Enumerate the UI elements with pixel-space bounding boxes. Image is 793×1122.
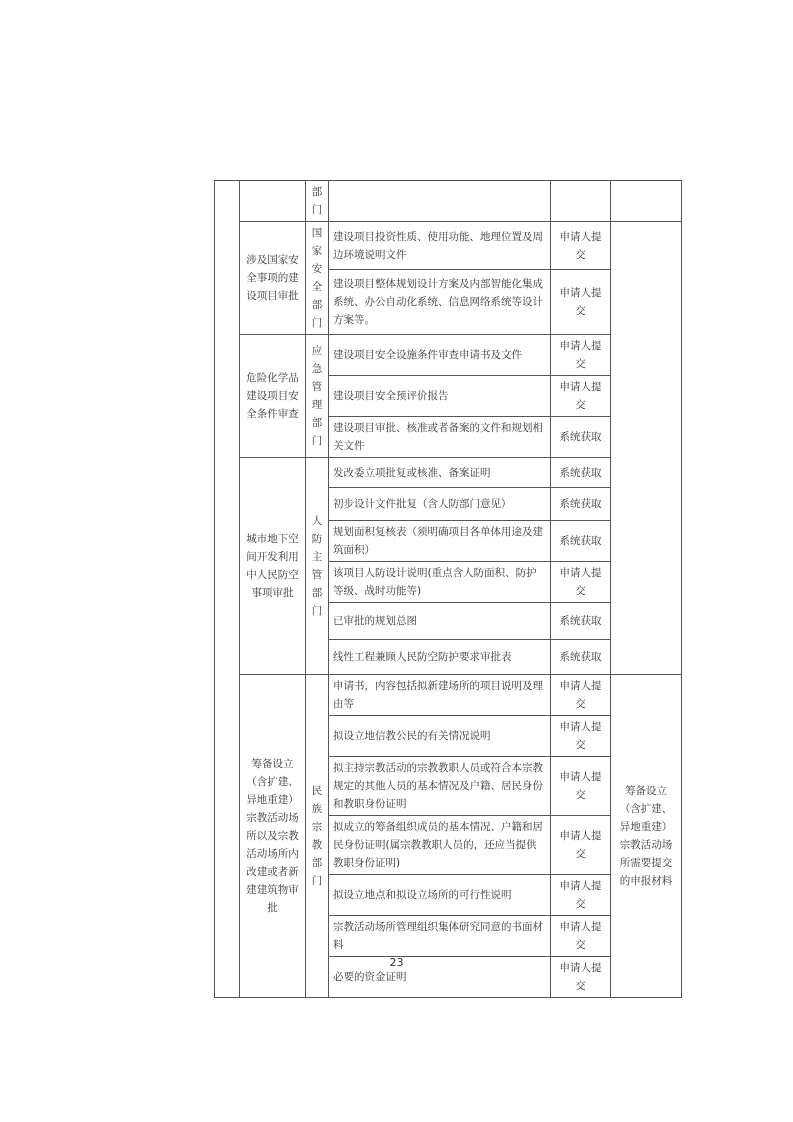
material-cell: 建设项目安全预评价报告 xyxy=(329,376,551,417)
page-number: 23 xyxy=(389,956,404,969)
dept-civil-defense: 人防主管部门 xyxy=(306,458,329,675)
material-cell: 拟成立的筹备组织成员的基本情况、户籍和居民身份证明(属宗教教职人员的，还应当提供教职身份证明) xyxy=(329,816,551,875)
material-cell: 拟设立地点和拟设立场所的可行性说明 xyxy=(329,875,551,916)
item-religious-venue: 筹备设立（含扩建、异地重建）宗教活动场所以及宗教活动场所内改建或者新建建筑物审批 xyxy=(240,675,306,998)
source-cell: 系统获取 xyxy=(551,521,611,562)
outer-category-cell xyxy=(215,181,240,998)
source-cell: 申请人提交 xyxy=(551,916,611,957)
material-cell: 该项目人防设计说明(重点含人防面积、防护等级、战时功能等) xyxy=(329,562,551,603)
source-cell: 系统获取 xyxy=(551,640,611,675)
source-cell: 申请人提交 xyxy=(551,757,611,816)
material-cell: 建设项目安全设施条件审查申请书及文件 xyxy=(329,335,551,376)
source-cell: 系统获取 xyxy=(551,417,611,458)
source-cell: 系统获取 xyxy=(551,488,611,521)
dept-national-security: 国家安全部门 xyxy=(306,222,329,335)
material-cell: 发改委立项批复或核准、备案证明 xyxy=(329,458,551,488)
material-cell: 已审批的规划总图 xyxy=(329,603,551,640)
table-row xyxy=(215,675,682,716)
source-cell xyxy=(551,181,611,222)
material-cell: 建设项目投资性质、使用功能、地理位置及周边环境说明文件 xyxy=(329,222,551,270)
dept-emergency: 应急管理部门 xyxy=(306,335,329,458)
item-hazardous-chemicals: 危险化学品建设项目安全条件审查 xyxy=(240,335,306,458)
dept-cell-continued: 部门 xyxy=(306,181,329,222)
material-cell: 建设项目整体规划设计方案及内部智能化集成系统、办公自动化系统、信息网络系统等设计方案等。 xyxy=(329,270,551,335)
material-cell: 初步设计文件批复（含人防部门意见） xyxy=(329,488,551,521)
material-cell: 申请书，内容包括拟新建场所的项目说明及理由等 xyxy=(329,675,551,716)
material-cell xyxy=(329,181,551,222)
material-cell: 拟设立地信教公民的有关情况说明 xyxy=(329,716,551,757)
material-cell: 线性工程兼顾人民防空防护要求审批表 xyxy=(329,640,551,675)
source-cell: 申请人提交 xyxy=(551,957,611,998)
table-row xyxy=(215,181,682,222)
note-cell-continued xyxy=(611,181,682,222)
source-cell: 申请人提交 xyxy=(551,675,611,716)
note-cell-empty xyxy=(611,222,682,675)
source-cell: 申请人提交 xyxy=(551,222,611,270)
item-national-security: 涉及国家安全事项的建设项目审批 xyxy=(240,222,306,335)
material-cell: 拟主持宗教活动的宗教教职人员或符合本宗教规定的其他人员的基本情况及户籍、居民身份和教职身份证明 xyxy=(329,757,551,816)
source-cell: 申请人提交 xyxy=(551,335,611,376)
source-cell: 系统获取 xyxy=(551,458,611,488)
materials-table xyxy=(214,180,682,998)
source-cell: 申请人提交 xyxy=(551,875,611,916)
source-cell: 申请人提交 xyxy=(551,816,611,875)
material-cell: 必要的资金证明 xyxy=(329,957,551,998)
source-cell: 申请人提交 xyxy=(551,562,611,603)
dept-ethnic-religious: 民族宗教部门 xyxy=(306,675,329,998)
source-cell: 申请人提交 xyxy=(551,270,611,335)
source-cell: 申请人提交 xyxy=(551,376,611,417)
note-religious-venue: 筹备设立（含扩建、异地重建）宗教活动场所需要提交的申报材料 xyxy=(611,675,682,998)
material-cell: 规划面积复核表（须明确项目各单体用途及建筑面积） xyxy=(329,521,551,562)
table-row xyxy=(215,222,682,270)
source-cell: 系统获取 xyxy=(551,603,611,640)
material-cell: 宗教活动场所管理组织集体研究同意的书面材料 xyxy=(329,916,551,957)
material-cell: 建设项目审批、核准或者备案的文件和规划相关文件 xyxy=(329,417,551,458)
item-cell-continued xyxy=(240,181,306,222)
item-civil-defense: 城市地下空间开发利用中人民防空事项审批 xyxy=(240,458,306,675)
source-cell: 申请人提交 xyxy=(551,716,611,757)
